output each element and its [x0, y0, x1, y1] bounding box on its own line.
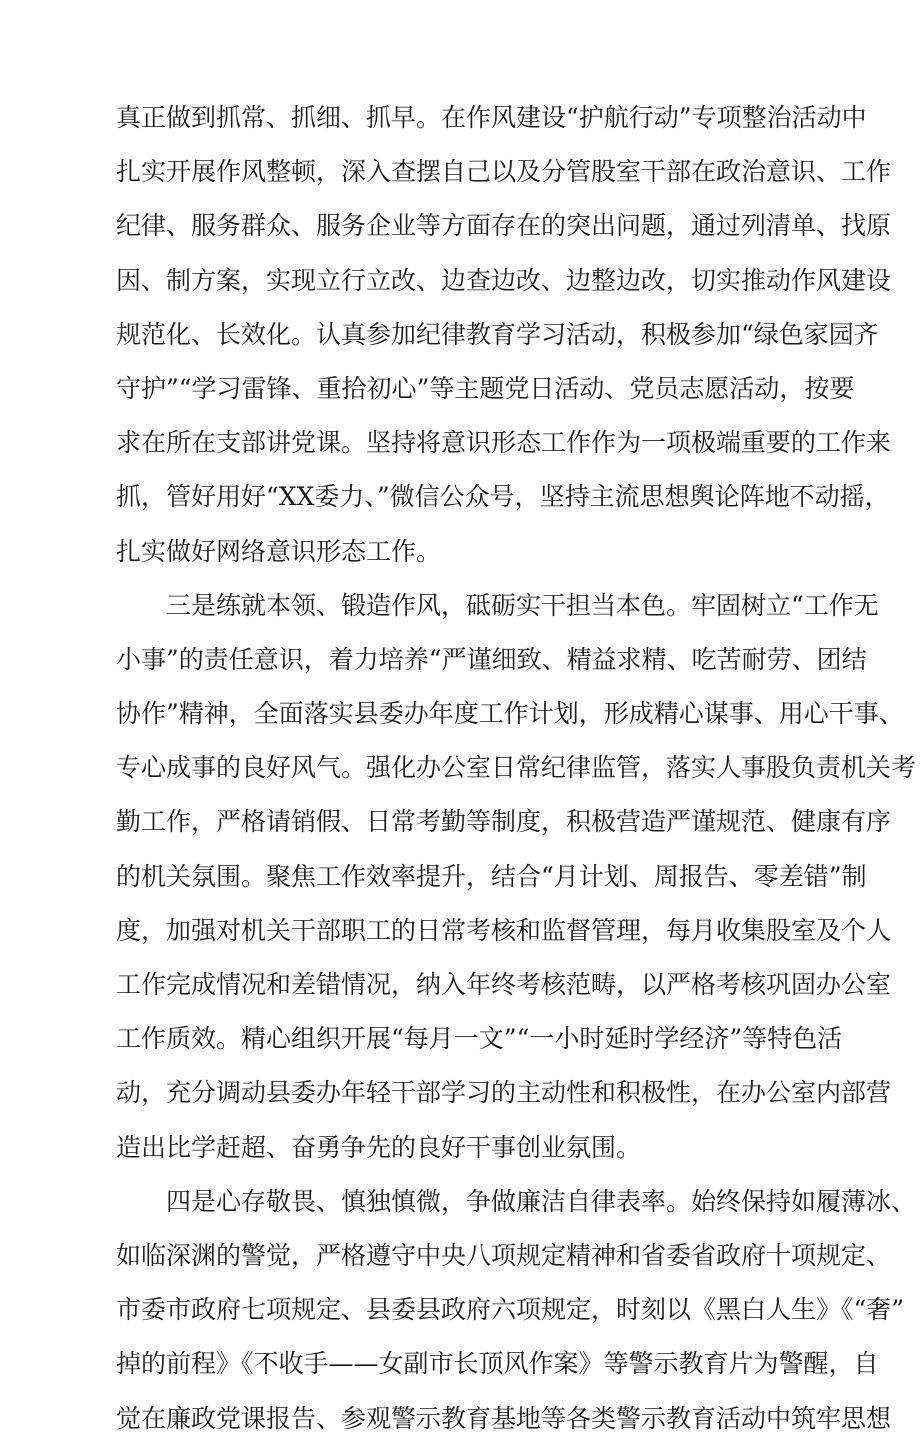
text-line: 求在所在支部讲党课。坚持将意识形态工作作为一项极端重要的工作来: [116, 428, 892, 458]
text-line: 协作”精神，全面落实县委办年度工作计划，形成精心谋事、用心干事、: [116, 699, 904, 729]
text-line: 造出比学赶超、奋勇争先的良好干事创业氛围。: [116, 1132, 642, 1162]
text-line: 工作质效。精心组织开展“每月一文”“一小时延时学经济”等特色活: [116, 1024, 843, 1054]
text-line: 度，加强对机关干部职工的日常考核和监督管理，每月收集股室及个人: [116, 915, 892, 945]
text-line: 工作完成情况和差错情况，纳入年终考核范畴，以严格考核巩固办公室: [116, 970, 892, 999]
text-line: 市委市政府七项规定、县委县政府六项规定，时刻以《黑白人生》《“奢”: [116, 1295, 905, 1325]
text-line: 规范化、长效化。认真参加纪律教育学习活动，积极参加“绿色家园齐: [116, 319, 879, 349]
paragraph-start-line: 四是心存敬畏、慎独慎微，争做廉洁自律表率。始终保持如履薄冰、: [166, 1186, 917, 1216]
text-line: 扎实开展作风整顿，深入查摆自己以及分管股室干部在政治意识、工作: [116, 157, 892, 187]
paragraph-start-line: 三是练就本领、锻造作风，砥砺实干担当本色。牢固树立“工作无: [166, 590, 879, 620]
text-line: 勤工作，严格请销假、日常考勤等制度，积极营造严谨规范、健康有序: [116, 807, 892, 837]
text-line: 守护”“学习雷锋、重拾初心”等主题党日活动、党员志愿活动，按要: [116, 373, 855, 403]
text-line: 觉在廉政党课报告、参观警示教育基地等各类警示教育活动中筑牢思想: [116, 1403, 892, 1433]
text-line: 专心成事的良好风气。强化办公室日常纪律监管，落实人事股负责机关考: [116, 753, 917, 783]
text-line: 的机关氛围。聚焦工作效率提升，结合“月计划、周报告、零差错”制: [116, 861, 867, 891]
text-line: 纪律、服务群众、服务企业等方面存在的突出问题，通过列清单、找原: [116, 211, 892, 241]
text-line: 抓，管好用好“XX委力、”微信公众号，坚持主流思想舆论阵地不动摇，: [116, 482, 890, 512]
text-line: 动，充分调动县委办年轻干部学习的主动性和积极性，在办公室内部营: [116, 1078, 892, 1108]
text-line: 因、制方案，实现立行立改、边查边改、边整边改，切实推动作风建设: [116, 265, 892, 295]
body-text: [116, 96, 917, 1451]
text-line: 真正做到抓常、抓细、抓早。在作风建设“护航行动”专项整治活动中: [116, 103, 867, 132]
text-line: 如临深渊的警觉，严格遵守中央八项规定精神和省委省政府十项规定、: [116, 1240, 892, 1270]
text-line: 扎实做好网络意识形态工作。: [116, 536, 442, 566]
text-line: 掉的前程》《不收手——女副市长顶风作案》等警示教育片为警醒，自: [116, 1349, 879, 1379]
text-line: 小事”的责任意识，着力培养“严谨细致、精益求精、吃苦耐劳、团结: [116, 644, 867, 674]
